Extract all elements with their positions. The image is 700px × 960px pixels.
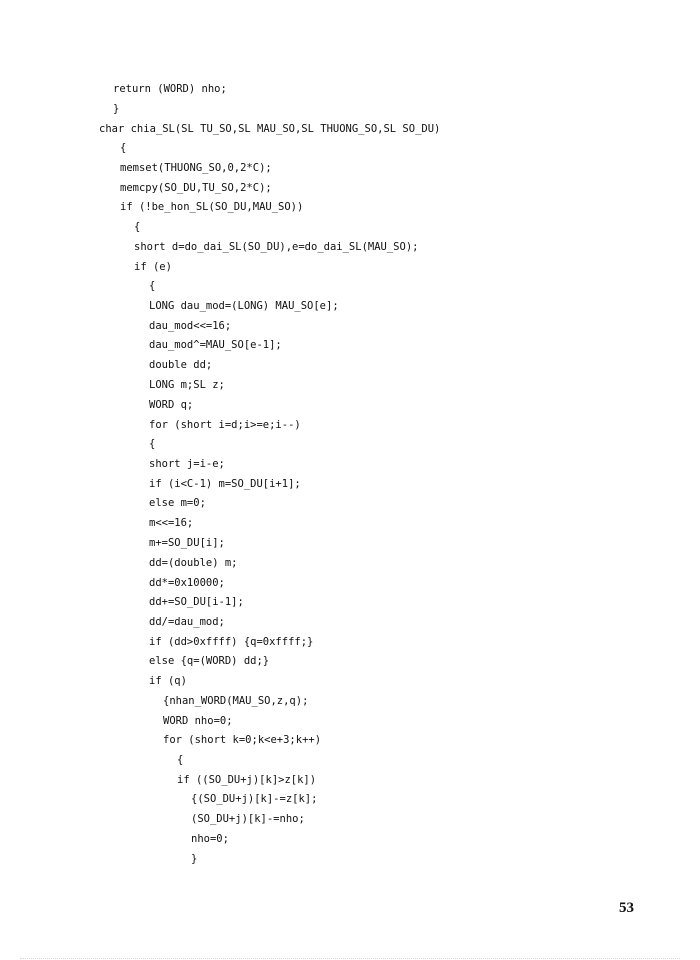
code-line: } [113,103,120,115]
code-line: {(SO_DU+j)[k]-=z[k]; [191,793,318,805]
code-line: { [134,221,141,233]
code-line: short d=do_dai_SL(SO_DU),e=do_dai_SL(MAU_SO); [134,241,419,253]
page-number: 53 [619,900,634,916]
code-line: { [149,438,156,450]
code-line: return (WORD) nho; [113,83,227,95]
code-line: dd=(double) m; [149,557,238,569]
code-line: WORD q; [149,399,194,411]
code-line: if (q) [149,675,187,687]
code-line: { [120,142,127,154]
code-line: memset(THUONG_SO,0,2*C); [120,162,272,174]
code-line: else {q=(WORD) dd;} [149,655,270,667]
code-line: if ((SO_DU+j)[k]>z[k]) [177,774,317,786]
code-line: for (short i=d;i>=e;i--) [149,419,301,431]
code-line: if (e) [134,261,172,273]
code-line: { [177,754,184,766]
code-line: dau_mod<<=16; [149,320,232,332]
code-line: m<<=16; [149,517,194,529]
code-line: for (short k=0;k<e+3;k++) [163,734,322,746]
code-line: dd/=dau_mod; [149,616,225,628]
code-line: } [191,853,198,865]
code-line: {nhan_WORD(MAU_SO,z,q); [163,695,309,707]
code-line: memcpy(SO_DU,TU_SO,2*C); [120,182,272,194]
code-line: short j=i-e; [149,458,225,470]
code-line: LONG m;SL z; [149,379,225,391]
code-line: if (dd>0xffff) {q=0xffff;} [149,636,314,648]
code-line: nho=0; [191,833,229,845]
code-line: dau_mod^=MAU_SO[e-1]; [149,339,282,351]
code-line: { [149,280,156,292]
code-line: (SO_DU+j)[k]-=nho; [191,813,305,825]
code-line: double dd; [149,359,213,371]
code-line: if (i<C-1) m=SO_DU[i+1]; [149,478,301,490]
code-line: m+=SO_DU[i]; [149,537,225,549]
code-line: else m=0; [149,497,206,509]
code-line: dd+=SO_DU[i-1]; [149,596,244,608]
code-line: WORD nho=0; [163,715,233,727]
code-line: if (!be_hon_SL(SO_DU,MAU_SO)) [120,201,304,213]
code-line: dd*=0x10000; [149,577,225,589]
code-line: LONG dau_mod=(LONG) MAU_SO[e]; [149,300,339,312]
page-bottom-rule [20,958,680,959]
code-line: char chia_SL(SL TU_SO,SL MAU_SO,SL THUONG_SO,SL SO_DU) [99,123,441,135]
